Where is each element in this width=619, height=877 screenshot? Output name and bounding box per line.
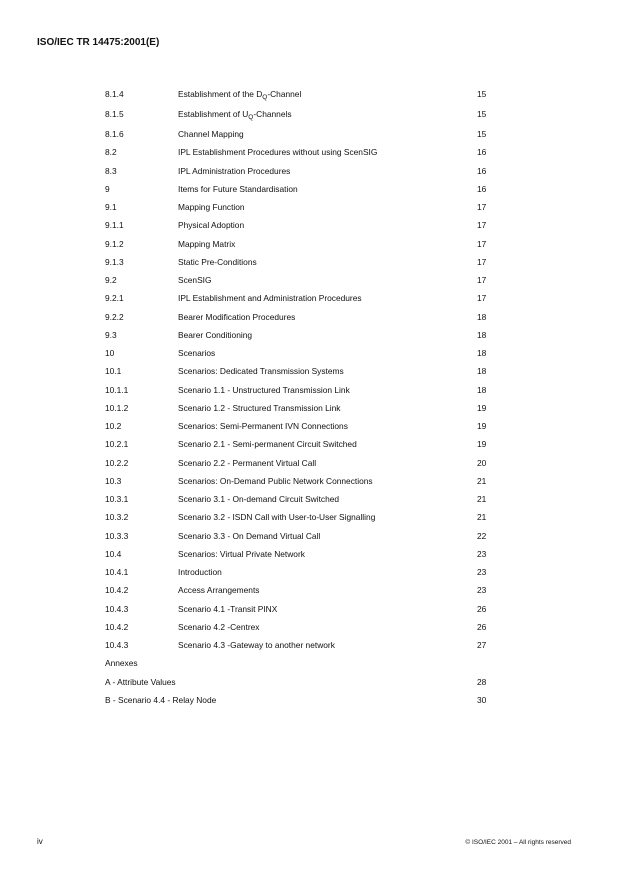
toc-entry-title: Scenarios: On-Demand Public Network Connections [178, 475, 373, 486]
toc-entry-number: 10 [105, 348, 115, 358]
toc-entry-title: Mapping Function [178, 202, 245, 212]
toc-entry-number: 8.1.4 [105, 89, 124, 99]
toc-entry-number: 10.3 [105, 475, 122, 486]
toc-entry-title: Bearer Conditioning [178, 329, 253, 340]
toc-entry-page: 19 [477, 439, 487, 450]
toc-entry-page: 28 [477, 676, 487, 687]
toc-entry-title: Mapping Matrix [178, 238, 236, 249]
toc-entry-page: 18 [477, 329, 487, 340]
toc-entry-title: Scenarios: Semi-Permanent IVN Connections [178, 421, 348, 431]
toc-entry-page: 23 [477, 567, 487, 577]
toc-entry-number: 10.3.3 [105, 530, 129, 541]
toc-entry-page: 18 [477, 384, 487, 395]
toc-entry-number: 10.1.1 [105, 384, 129, 395]
toc-entry-page: 18 [477, 348, 487, 358]
toc-entry[interactable] [0, 456, 619, 474]
toc-entry[interactable] [0, 255, 619, 273]
toc-entry-number: 9 [105, 183, 110, 194]
toc-entry-title: IPL Establishment Procedures without using ScenSIG [178, 147, 378, 158]
toc-entry[interactable] [0, 291, 619, 309]
toc-entry[interactable] [0, 310, 619, 328]
toc-entry[interactable] [0, 107, 619, 127]
toc-entry-title [178, 87, 301, 105]
toc-entry-title-sub: Q [262, 94, 268, 101]
toc-entry-title: Scenario 2.1 - Semi-permanent Circuit Switched [178, 439, 357, 450]
toc-entry[interactable] [0, 218, 619, 236]
toc-entry[interactable] [0, 547, 619, 565]
toc-entry-number: 8.1.6 [105, 129, 124, 139]
toc-entry-page: 17 [477, 238, 487, 249]
toc-entry-number: 10.4.2 [105, 621, 129, 632]
toc-entry-page: 17 [477, 202, 487, 212]
toc-entry-title: Scenario 3.3 - On Demand Virtual Call [178, 530, 321, 541]
toc-entry-title-post: -Channels [253, 109, 292, 119]
document-header: ISO/IEC TR 14475:2001(E) [37, 37, 160, 48]
toc-entry[interactable] [0, 383, 619, 401]
toc-entry-page: 21 [477, 512, 487, 523]
toc-entry-page: 26 [477, 603, 487, 614]
toc-entry-number: 9.1.3 [105, 256, 124, 267]
toc-entry-number: 9.2.1 [105, 293, 124, 304]
toc-entry-title: Scenario 1.2 - Structured Transmission Link [178, 402, 341, 413]
toc-entry-number: Annexes [105, 658, 138, 669]
toc-entry[interactable] [0, 145, 619, 163]
toc-entry[interactable] [0, 401, 619, 419]
toc-entry-number: 10.3.1 [105, 494, 129, 504]
toc-entry-title: Scenarios: Dedicated Transmission Systems [178, 366, 344, 377]
toc-entry-title: Scenario 3.2 - ISDN Call with User-to-User Signalling [178, 512, 376, 523]
toc-entry-title: Scenario 4.2 -Centrex [178, 621, 260, 632]
toc-entry-number: 10.2.1 [105, 439, 129, 450]
toc-entry-title: Scenario 3.1 - On-demand Circuit Switched [178, 494, 340, 504]
toc-entry-number: 10.4.1 [105, 567, 129, 577]
toc-entry-title-post: -Channel [267, 89, 302, 99]
toc-entry-title: Scenario 4.3 -Gateway to another network [178, 640, 335, 650]
toc-entry[interactable] [0, 583, 619, 601]
toc-entry-number: 9.3 [105, 329, 117, 340]
toc-entry-number: 9.1.1 [105, 220, 124, 231]
toc-entry[interactable] [0, 164, 619, 182]
toc-entry-number: A - Attribute Values [105, 676, 176, 687]
toc-entry-page: 18 [477, 311, 487, 322]
toc-entry[interactable] [0, 346, 619, 364]
toc-entry-number: 10.1.2 [105, 402, 129, 413]
toc-entry-number: 8.1.5 [105, 109, 124, 119]
toc-entry-page: 20 [477, 457, 487, 468]
toc-entry-title-sub: Q [248, 114, 254, 121]
toc-entry-number: 10.4 [105, 548, 122, 559]
table-of-contents [0, 87, 619, 711]
toc-entry[interactable] [0, 419, 619, 437]
toc-entry-page: 19 [477, 402, 487, 413]
toc-entry[interactable] [0, 182, 619, 200]
toc-entry-page: 17 [477, 220, 487, 231]
toc-entry-number: 10.3.2 [105, 512, 129, 523]
toc-entry-number: 9.2 [105, 275, 117, 285]
toc-entry-title: Scenario 4.1 -Transit PINX [178, 603, 278, 614]
toc-entry-page: 22 [477, 530, 487, 541]
footer-copyright: © ISO/IEC 2001 – All rights reserved [465, 839, 571, 846]
toc-entry[interactable] [0, 328, 619, 346]
toc-entry-page: 23 [477, 548, 487, 559]
toc-entry-number: 10.4.3 [105, 640, 129, 650]
toc-entry-page: 15 [477, 129, 487, 139]
toc-entry-page: 15 [477, 109, 487, 119]
toc-entry[interactable] [0, 656, 619, 674]
toc-entry[interactable] [0, 529, 619, 547]
toc-entry[interactable] [0, 492, 619, 510]
toc-entry-title: Bearer Modification Procedures [178, 311, 296, 322]
toc-entry-page: 16 [477, 147, 487, 158]
toc-entry-title: Scenarios [178, 348, 216, 358]
toc-entry[interactable] [0, 693, 619, 711]
toc-entry-page: 23 [477, 585, 487, 596]
toc-entry-page: 26 [477, 621, 487, 632]
toc-entry[interactable] [0, 510, 619, 528]
toc-entry[interactable] [0, 474, 619, 492]
toc-entry-number: 9.1.2 [105, 238, 124, 249]
toc-entry-page: 30 [477, 694, 487, 705]
toc-entry-number: 10.2 [105, 421, 122, 431]
toc-entry-title: Introduction [178, 567, 222, 577]
toc-entry-number: 8.3 [105, 165, 117, 176]
toc-entry[interactable] [0, 602, 619, 620]
toc-entry-page: 15 [477, 89, 487, 99]
toc-entry[interactable] [0, 565, 619, 583]
toc-entry-title: Scenario 2.2 - Permanent Virtual Call [178, 457, 317, 468]
toc-entry-page: 21 [477, 494, 487, 504]
toc-entry-page: 17 [477, 256, 487, 267]
toc-entry[interactable] [0, 675, 619, 693]
toc-entry-page: 18 [477, 366, 487, 377]
toc-entry-page: 21 [477, 475, 487, 486]
toc-entry-page: 16 [477, 165, 487, 176]
toc-entry-number: 8.2 [105, 147, 117, 158]
toc-entry[interactable] [0, 273, 619, 291]
toc-entry-title-pre: Establishment of U [178, 109, 249, 119]
toc-entry-title-pre: Establishment of the D [178, 89, 263, 99]
toc-entry[interactable] [0, 620, 619, 638]
toc-entry-number: 10.2.2 [105, 457, 129, 468]
toc-entry-page: 27 [477, 640, 487, 650]
toc-entry-title: Channel Mapping [178, 129, 244, 139]
footer-page-number: iv [37, 837, 43, 846]
toc-entry-title: Physical Adoption [178, 220, 245, 231]
toc-entry-title: Scenarios: Virtual Private Network [178, 548, 305, 559]
toc-entry[interactable] [0, 127, 619, 145]
toc-entry[interactable] [0, 437, 619, 455]
toc-entry[interactable] [0, 200, 619, 218]
toc-entry-number: 10.4.3 [105, 603, 129, 614]
toc-entry-page: 16 [477, 183, 487, 194]
toc-entry-page: 17 [477, 293, 487, 304]
toc-entry-number: 9.1 [105, 202, 117, 212]
toc-entry-title: Items for Future Standardisation [178, 183, 298, 194]
toc-entry-title [178, 107, 292, 125]
toc-entry-title: Static Pre-Conditions [178, 256, 257, 267]
toc-entry-title: Scenario 1.1 - Unstructured Transmission Link [178, 384, 350, 395]
toc-entry-title: ScenSIG [178, 275, 212, 285]
toc-entry-title: IPL Establishment and Administration Procedures [178, 293, 362, 304]
toc-entry-number: 9.2.2 [105, 311, 124, 322]
toc-entry[interactable] [0, 638, 619, 656]
toc-entry-title: Access Arrangements [178, 585, 260, 596]
toc-entry-number: B - Scenario 4.4 - Relay Node [105, 694, 217, 705]
toc-entry-number: 10.1 [105, 366, 122, 377]
toc-entry-page: 17 [477, 275, 487, 285]
toc-entry-title: IPL Administration Procedures [178, 165, 291, 176]
toc-entry[interactable] [0, 364, 619, 382]
toc-entry-page: 19 [477, 421, 487, 431]
toc-entry-number: 10.4.2 [105, 585, 129, 596]
toc-entry[interactable] [0, 237, 619, 255]
toc-entry[interactable] [0, 87, 619, 107]
